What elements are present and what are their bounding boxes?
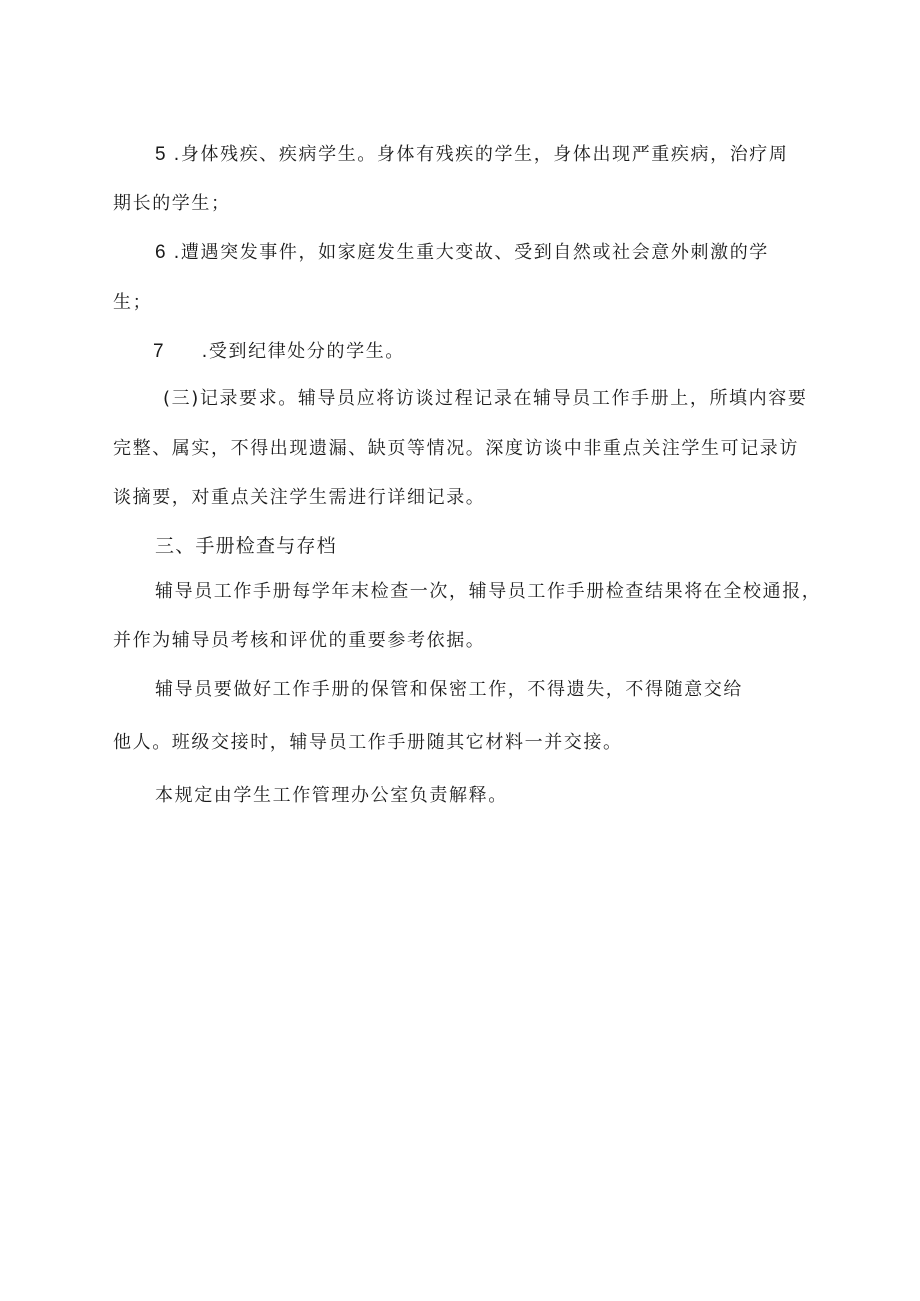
- paragraph-custody-line-1: 辅导员要做好工作手册的保管和保密工作，不得遗失，不得随意交给: [155, 679, 743, 700]
- paragraph-text: .遭遇突发事件，如家庭发生重大变故、受到自然或社会意外刺激的学: [173, 242, 769, 263]
- list-item-5-line-2: 期长的学生；: [113, 193, 231, 214]
- list-item-6-line-2: 生；: [113, 292, 153, 313]
- paragraph-custody-line-2: 他人。班级交接时，辅导员工作手册随其它材料一并交接。: [113, 732, 623, 753]
- paragraph-inspection-line-1: 辅导员工作手册每学年末检查一次，辅导员工作手册检查结果将在全校通报，: [155, 581, 822, 602]
- section-recording-requirements-line-2: 完整、属实，不得出现遗漏、缺页等情况。深度访谈中非重点关注学生可记录访: [113, 438, 799, 459]
- section-recording-requirements-line-1: (三)记录要求。辅导员应将访谈过程记录在辅导员工作手册上，所填内容要: [163, 388, 808, 409]
- section-heading: 三、手册检查与存档: [155, 535, 337, 557]
- paragraph-inspection-line-2: 并作为辅导员考核和评优的重要参考依据。: [113, 630, 486, 651]
- section-recording-requirements-line-3: 谈摘要，对重点关注学生需进行详细记录。: [113, 487, 486, 508]
- list-number: 5: [155, 144, 166, 165]
- paragraph-text: .受到纪律处分的学生。: [201, 341, 405, 362]
- paragraph-text: .身体残疾、疾病学生。身体有残疾的学生，身体出现严重疾病，治疗周: [173, 144, 789, 165]
- paragraph-interpretation: 本规定由学生工作管理办公室负责解释。: [155, 785, 508, 806]
- list-number: 7: [153, 341, 164, 362]
- list-item-7: [153, 340, 405, 364]
- list-item-5-line-1: [155, 143, 789, 167]
- list-item-6-line-1: [155, 241, 769, 265]
- list-number: 6: [155, 242, 166, 263]
